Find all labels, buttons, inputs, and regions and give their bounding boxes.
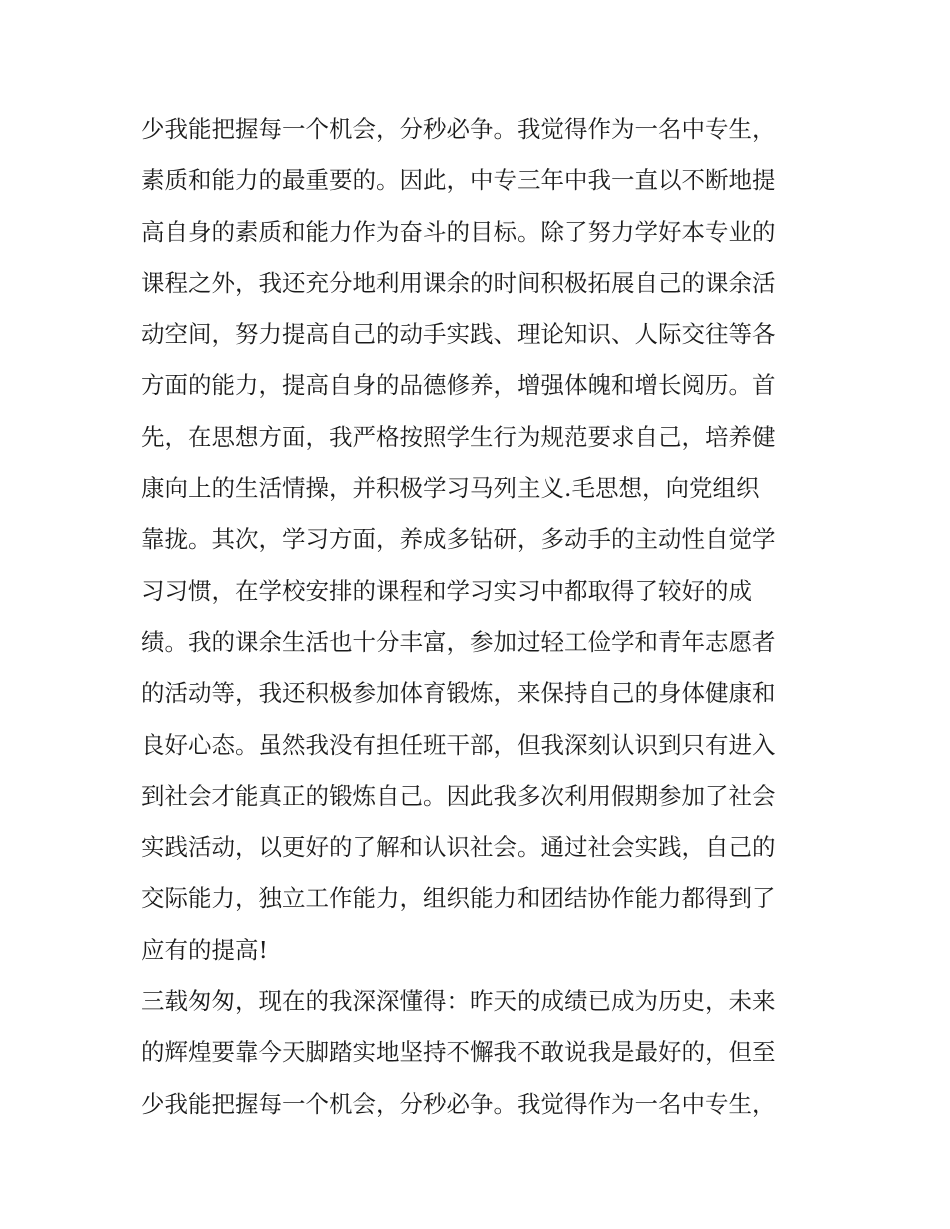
text-line: 到社会才能真正的锻炼自己。因此我多次利用假期参加了社会 — [141, 781, 776, 810]
text-line: 少我能把握每一个机会，分秒必争。我觉得作为一名中专生， — [141, 115, 776, 143]
text-line: 良好心态。虽然我没有担任班干部，但我深刻认识到只有进入 — [141, 730, 776, 759]
text-line: 动空间，努力提高自己的动手实践、理论知识、人际交往等各 — [141, 320, 776, 349]
text-line: 应有的提高! — [141, 935, 268, 964]
text-line: 的活动等，我还积极参加体育锻炼，来保持自己的身体健康和 — [141, 679, 776, 708]
text-line: 少我能把握每一个机会，分秒必争。我觉得作为一名中专生， — [141, 1089, 776, 1118]
text-line: 绩。我的课余生活也十分丰富，参加过轻工俭学和青年志愿者 — [141, 627, 776, 656]
text-line: 的辉煌要靠今天脚踏实地坚持不懈我不敢说我是最好的，但至 — [141, 1038, 776, 1067]
text-line: 习习惯，在学校安排的课程和学习实习中都取得了较好的成 — [141, 576, 752, 605]
document-body — [141, 104, 821, 1130]
text-line: 素质和能力的最重要的。因此，中专三年中我一直以不断地提 — [141, 166, 776, 195]
text-line: 实践活动，以更好的了解和认识社会。通过社会实践，自己的 — [141, 833, 776, 862]
text-line: 方面的能力，提高自身的品德修养，增强体魄和增长阅历。首 — [141, 371, 776, 400]
text-line: 高自身的素质和能力作为奋斗的目标。除了努力学好本专业的 — [141, 217, 776, 246]
text-line: 三载匆匆，现在的我深深懂得：昨天的成绩已成为历史，未来 — [141, 987, 776, 1016]
text-line: 先，在思想方面，我严格按照学生行为规范要求自己，培养健 — [141, 422, 776, 451]
text-line: 交际能力，独立工作能力，组织能力和团结协作能力都得到了 — [141, 884, 776, 913]
text-line: 康向上的生活情操，并积极学习马列主义.毛思想，向党组织 — [141, 474, 760, 503]
text-line: 靠拢。其次，学习方面，养成多钻研，多动手的主动性自觉学 — [141, 525, 776, 554]
text-line: 课程之外，我还充分地利用课余的时间积极拓展自己的课余活 — [141, 268, 776, 297]
